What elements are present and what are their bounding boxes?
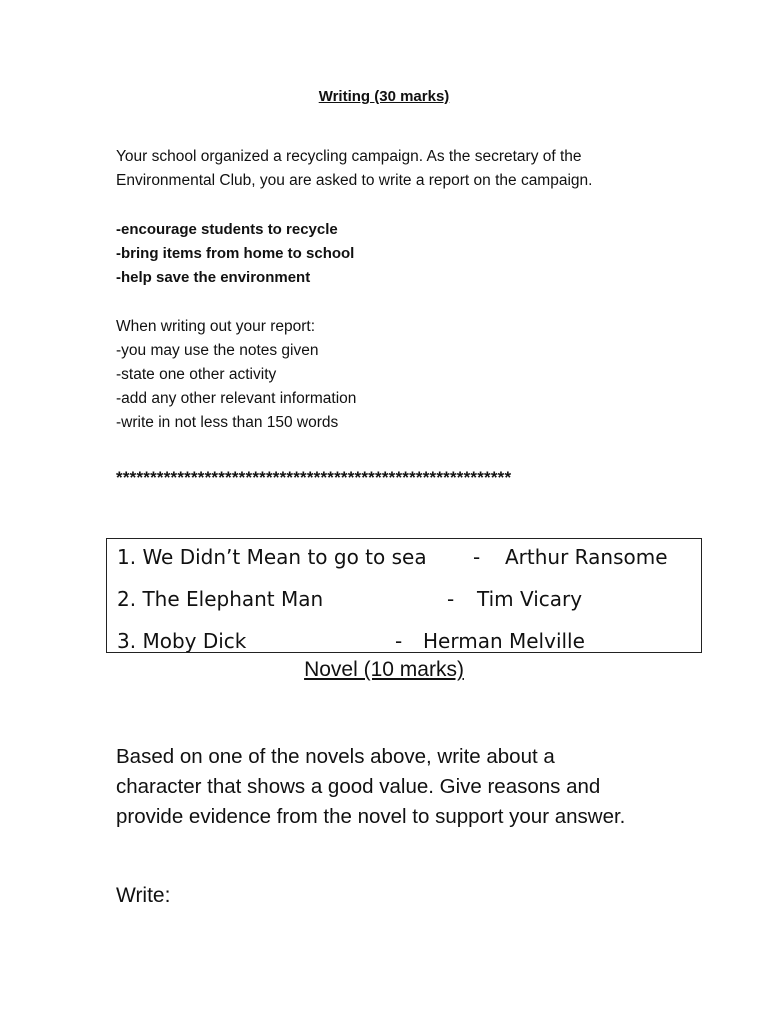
novel-item [117, 587, 583, 611]
novel-title: We Didn’t Mean to go to sea [142, 545, 427, 569]
prompt-line: Based on one of the novels above, write about a [116, 745, 555, 768]
instruction-item: -write in not less than 150 words [116, 414, 339, 431]
instructions-header: When writing out your report: [116, 318, 316, 335]
intro-line: Environmental Club, you are asked to write a report on the campaign. [116, 172, 593, 189]
writing-instructions [116, 315, 356, 435]
novel-dash: - [473, 545, 481, 569]
novel-author: Tim Vicary [477, 587, 583, 611]
write-label: Write: [116, 884, 171, 907]
note-item: -encourage students to recycle [116, 221, 338, 238]
prompt-line: provide evidence from the novel to support your answer. [116, 805, 626, 828]
novel-dash: - [447, 587, 455, 611]
writing-notes-list [116, 218, 354, 290]
note-item: -bring items from home to school [116, 245, 355, 262]
novel-section-title: Novel (10 marks) [304, 658, 464, 681]
instruction-item: -you may use the notes given [116, 342, 319, 359]
novel-list-box [106, 538, 702, 653]
novel-item [117, 629, 585, 653]
novel-dash: - [395, 629, 403, 653]
novel-prompt [116, 742, 676, 832]
note-item: -help save the environment [116, 269, 311, 286]
asterisk-divider: ********************************************************** [116, 468, 512, 487]
novel-item [117, 545, 668, 569]
novel-number: 1. [117, 545, 137, 569]
writing-task-description [116, 145, 676, 193]
novel-author: Arthur Ransome [505, 545, 668, 569]
prompt-line: character that shows a good value. Give reasons and [116, 775, 601, 798]
novel-number: 3. [117, 629, 137, 653]
intro-line: Your school organized a recycling campaign. As the secretary of the [116, 148, 582, 165]
writing-section-title: Writing (30 marks) [318, 88, 450, 105]
novel-title: Moby Dick [142, 629, 247, 653]
novel-number: 2. [117, 587, 137, 611]
novel-author: Herman Melville [423, 629, 585, 653]
instruction-item: -state one other activity [116, 366, 277, 383]
instruction-item: -add any other relevant information [116, 390, 357, 407]
novel-title: The Elephant Man [142, 587, 324, 611]
